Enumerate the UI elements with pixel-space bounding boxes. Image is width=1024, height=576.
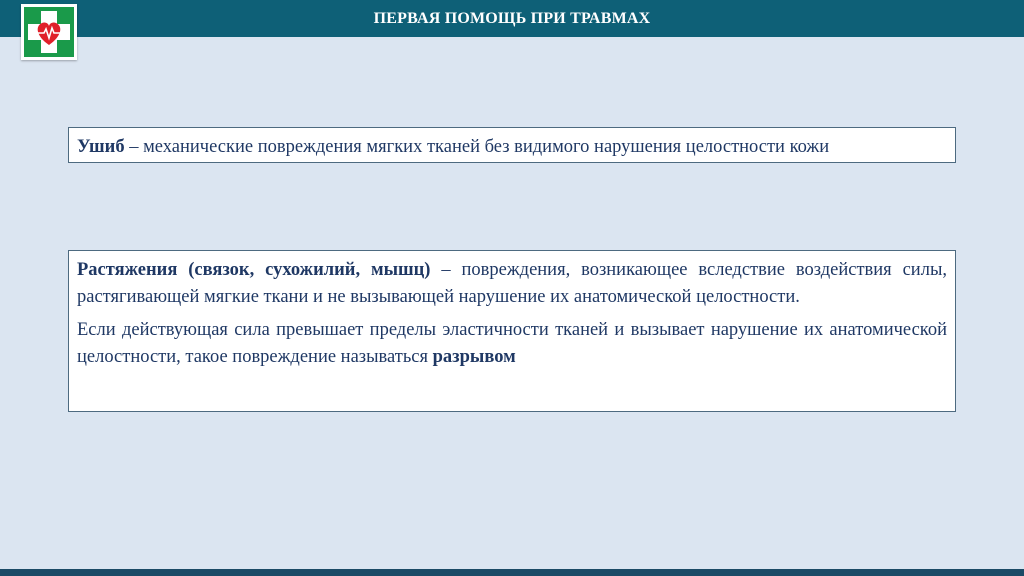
definition-rupture-text: Если действующая сила превышает пределы эластичности тканей и вызывает нарушение их анатомической целостности, такое повреждение называться [77,320,947,367]
footer-bar [0,569,1024,576]
definition-contusion [68,127,956,163]
term-contusion: Ушиб [77,137,125,157]
definition-sprain-text: – повреждения, возникающее вследствие воздействия силы, растягивающей мягкие ткани и не вызывающей нарушение их анатомической целостности. [77,260,947,307]
term-rupture: разрывом [432,347,516,367]
slide-title: ПЕРВАЯ ПОМОЩЬ ПРИ ТРАВМАХ [373,10,651,27]
definition-contusion-text: – механические повреждения мягких тканей без видимого нарушения целостности кожи [124,137,830,157]
term-sprain: Растяжения (связок, сухожилий, мышц) [77,260,431,280]
definition-sprain [68,250,956,412]
medical-cross-heart-icon [21,4,77,60]
